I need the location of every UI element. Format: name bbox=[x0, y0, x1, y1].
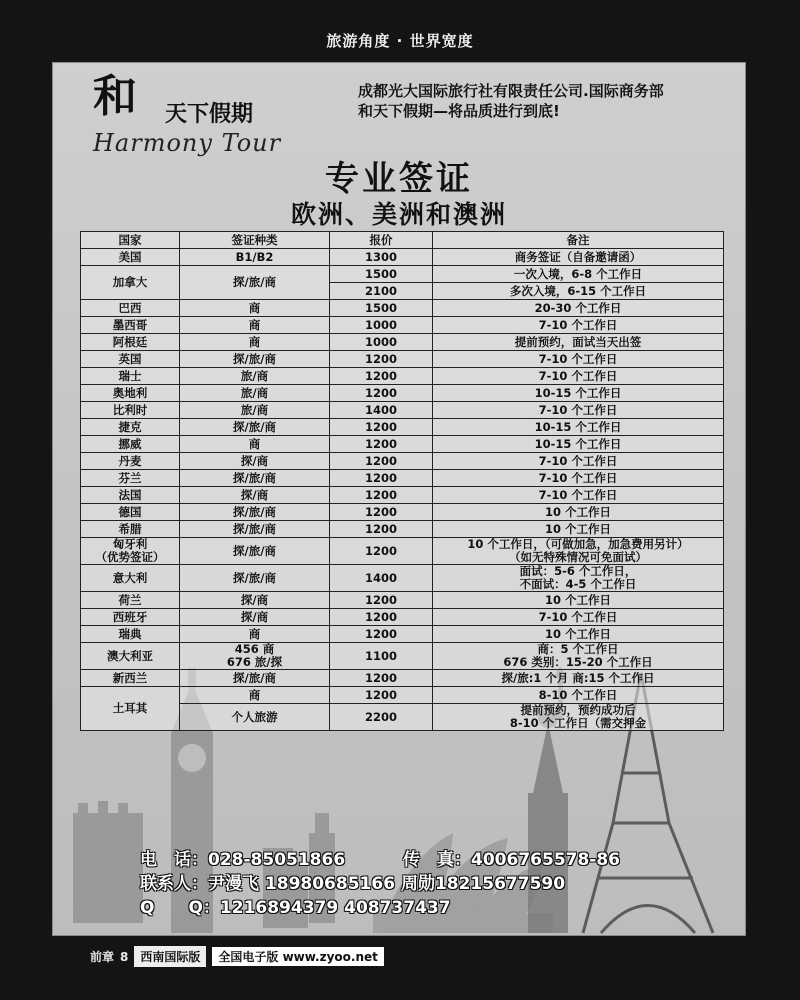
qq-numbers: 1216894379 408737437 bbox=[219, 898, 451, 918]
table-row bbox=[81, 351, 724, 368]
table-row bbox=[81, 504, 724, 521]
cell-type: 探/商 bbox=[180, 453, 330, 470]
cell-note bbox=[433, 643, 724, 670]
cell-note: 7-10 个工作日 bbox=[433, 317, 724, 334]
cell-type: 商 bbox=[180, 436, 330, 453]
phone-number: 028-85051866 bbox=[208, 850, 346, 870]
cell-note: 7-10 个工作日 bbox=[433, 487, 724, 504]
table-row bbox=[81, 643, 724, 670]
cell-country: 意大利 bbox=[81, 565, 180, 592]
fax-label: 传 真： bbox=[403, 850, 472, 870]
note-line: （如无特殊情况可免面试） bbox=[509, 550, 647, 564]
phone-label: 电 话： bbox=[140, 850, 208, 870]
cell-type: 探/旅/商 bbox=[180, 565, 330, 592]
cell-country: 奥地利 bbox=[81, 385, 180, 402]
header-tagline: 旅游角度 · 世界宽度 bbox=[326, 32, 474, 50]
cell-country: 法国 bbox=[81, 487, 180, 504]
brand-logo-mark: 和 bbox=[93, 71, 137, 122]
table-row bbox=[81, 687, 724, 704]
cell-type: 个人旅游 bbox=[180, 704, 330, 731]
cell-price: 1200 bbox=[330, 351, 433, 368]
table-row bbox=[81, 565, 724, 592]
cell-note: 7-10 个工作日 bbox=[433, 368, 724, 385]
note-line: 商：5 个工作日 bbox=[537, 642, 619, 656]
cell-type: 旅/商 bbox=[180, 402, 330, 419]
cell-country: 巴西 bbox=[81, 300, 180, 317]
table-row bbox=[81, 538, 724, 565]
cell-price: 1200 bbox=[330, 521, 433, 538]
cell-price: 1200 bbox=[330, 470, 433, 487]
page-title: 专业签证 bbox=[325, 159, 473, 199]
cell-type: 探/旅/商 bbox=[180, 266, 330, 300]
cell-type: 探/旅/商 bbox=[180, 419, 330, 436]
table-row bbox=[81, 592, 724, 609]
cell-price: 1400 bbox=[330, 565, 433, 592]
cell-price: 2100 bbox=[330, 283, 433, 300]
cell-note: 商务签证（自备邀请函） bbox=[433, 249, 724, 266]
footer-edition: 西南国际版 bbox=[134, 946, 206, 967]
cell-country: 土耳其 bbox=[81, 687, 180, 731]
cell-note bbox=[433, 704, 724, 731]
cell-note: 10-15 个工作日 bbox=[433, 436, 724, 453]
cell-note: 10 个工作日 bbox=[433, 521, 724, 538]
cell-price: 1500 bbox=[330, 266, 433, 283]
table-row bbox=[81, 609, 724, 626]
cell-note: 一次入境，6-8 个工作日 bbox=[433, 266, 724, 283]
table-row bbox=[81, 670, 724, 687]
cell-country: 荷兰 bbox=[81, 592, 180, 609]
cell-type: 探/旅/商 bbox=[180, 521, 330, 538]
note-line: 不面试：4-5 个工作日 bbox=[519, 577, 637, 591]
company-slogan: 和天下假期—将品质进行到底! bbox=[358, 102, 560, 120]
cell-country: 捷克 bbox=[81, 419, 180, 436]
column-header-price: 报价 bbox=[330, 232, 433, 249]
cell-type: 商 bbox=[180, 317, 330, 334]
cell-type: 旅/商 bbox=[180, 368, 330, 385]
cell-country: 英国 bbox=[81, 351, 180, 368]
note-line: 8-10 个工作日（需交押金 bbox=[509, 716, 647, 730]
table-row bbox=[81, 368, 724, 385]
cell-country: 阿根廷 bbox=[81, 334, 180, 351]
cell-country: 墨西哥 bbox=[81, 317, 180, 334]
cell-price: 1200 bbox=[330, 453, 433, 470]
contact-qq bbox=[140, 893, 451, 918]
cell-country: 希腊 bbox=[81, 521, 180, 538]
table-header-row bbox=[81, 232, 724, 249]
advert-panel bbox=[52, 62, 746, 936]
cell-country: 瑞士 bbox=[81, 368, 180, 385]
cell-note: 7-10 个工作日 bbox=[433, 470, 724, 487]
cell-country: 德国 bbox=[81, 504, 180, 521]
cell-type: 探/商 bbox=[180, 487, 330, 504]
cell-note: 7-10 个工作日 bbox=[433, 402, 724, 419]
cell-country: 西班牙 bbox=[81, 609, 180, 626]
cell-country: 芬兰 bbox=[81, 470, 180, 487]
visa-price-table bbox=[80, 231, 724, 731]
cell-country: 瑞典 bbox=[81, 626, 180, 643]
cell-note: 多次入境，6-15 个工作日 bbox=[433, 283, 724, 300]
cell-type: 探/旅/商 bbox=[180, 504, 330, 521]
column-header-visa-type: 签证种类 bbox=[180, 232, 330, 249]
cell-country: 比利时 bbox=[81, 402, 180, 419]
table-row bbox=[81, 385, 724, 402]
cell-type: 探/旅/商 bbox=[180, 470, 330, 487]
cell-type: 探/商 bbox=[180, 592, 330, 609]
table-row bbox=[81, 470, 724, 487]
table-row bbox=[81, 249, 724, 266]
company-name: 成都光大国际旅行社有限责任公司.国际商务部 bbox=[358, 82, 664, 100]
cell-country: 挪威 bbox=[81, 436, 180, 453]
person-label: 联系人： bbox=[140, 874, 208, 894]
cell-note: 7-10 个工作日 bbox=[433, 453, 724, 470]
cell-type: 探/旅/商 bbox=[180, 538, 330, 565]
cell-type: 探/商 bbox=[180, 609, 330, 626]
brand-logo-english: Harmony Tour bbox=[93, 129, 282, 157]
table-row bbox=[81, 317, 724, 334]
cell-country: 新西兰 bbox=[81, 670, 180, 687]
cell-price: 1200 bbox=[330, 538, 433, 565]
cell-price: 1200 bbox=[330, 419, 433, 436]
cell-type bbox=[180, 643, 330, 670]
cell-note: 7-10 个工作日 bbox=[433, 351, 724, 368]
cell-note: 8-10 个工作日 bbox=[433, 687, 724, 704]
table-row bbox=[81, 487, 724, 504]
cell-price: 1200 bbox=[330, 487, 433, 504]
cell-price: 1200 bbox=[330, 687, 433, 704]
fax-number: 4006765578-86 bbox=[471, 850, 621, 870]
table-row bbox=[81, 402, 724, 419]
cell-price: 1200 bbox=[330, 592, 433, 609]
column-header-note: 备注 bbox=[433, 232, 724, 249]
note-line: 10 个工作日，（可做加急，加急费用另计） bbox=[467, 537, 689, 551]
table-row bbox=[81, 521, 724, 538]
cell-price: 1400 bbox=[330, 402, 433, 419]
cell-price: 1200 bbox=[330, 368, 433, 385]
cell-note: 10 个工作日 bbox=[433, 504, 724, 521]
cell-price: 1200 bbox=[330, 626, 433, 643]
note-line: 面试：5-6 个工作日， bbox=[519, 564, 637, 578]
table-row bbox=[81, 300, 724, 317]
cell-price: 1000 bbox=[330, 317, 433, 334]
cell-note: 10 个工作日 bbox=[433, 626, 724, 643]
cell-price: 1200 bbox=[330, 670, 433, 687]
cell-price: 2200 bbox=[330, 704, 433, 731]
table-row bbox=[81, 453, 724, 470]
page-footer bbox=[90, 946, 384, 967]
footer-page-number: 8 bbox=[120, 949, 129, 964]
column-header-country: 国家 bbox=[81, 232, 180, 249]
footer-section: 前章 bbox=[90, 950, 115, 964]
type-line: 676 旅/探 bbox=[226, 655, 283, 669]
brand-logo-name: 天下假期 bbox=[165, 102, 254, 127]
table-row bbox=[81, 266, 724, 283]
note-line: 提前预约，预约成功后 bbox=[520, 703, 636, 717]
note-line: 676 类别：15-20 个工作日 bbox=[503, 655, 653, 669]
person-names: 尹漫飞 18980685166 周勋18215677590 bbox=[208, 874, 566, 894]
cell-price: 1300 bbox=[330, 249, 433, 266]
cell-country: 美国 bbox=[81, 249, 180, 266]
cell-country: 澳大利亚 bbox=[81, 643, 180, 670]
cell-type: 商 bbox=[180, 334, 330, 351]
cell-note: 10 个工作日 bbox=[433, 592, 724, 609]
cell-country bbox=[81, 538, 180, 565]
table-row bbox=[81, 419, 724, 436]
cell-country: 丹麦 bbox=[81, 453, 180, 470]
cell-type: 商 bbox=[180, 687, 330, 704]
contact-person bbox=[140, 869, 565, 894]
cell-note: 10-15 个工作日 bbox=[433, 419, 724, 436]
footer-website: 全国电子版 www.zyoo.net bbox=[212, 947, 384, 966]
cell-type: 商 bbox=[180, 626, 330, 643]
cell-price: 1200 bbox=[330, 609, 433, 626]
cell-type: 探/旅/商 bbox=[180, 351, 330, 368]
cell-type: 旅/商 bbox=[180, 385, 330, 402]
type-line: 456 商 bbox=[234, 642, 275, 656]
cell-note: 20-30 个工作日 bbox=[433, 300, 724, 317]
cell-type: 商 bbox=[180, 300, 330, 317]
cell-price: 1000 bbox=[330, 334, 433, 351]
page-subtitle: 欧洲、美洲和澳洲 bbox=[290, 200, 507, 229]
cell-country: 加拿大 bbox=[81, 266, 180, 300]
cell-type: B1/B2 bbox=[180, 249, 330, 266]
cell-note: 探/旅:1 个月 商:15 个工作日 bbox=[433, 670, 724, 687]
cell-price: 1100 bbox=[330, 643, 433, 670]
cell-note: 10-15 个工作日 bbox=[433, 385, 724, 402]
country-remark: （优势签证） bbox=[95, 550, 165, 564]
cell-note bbox=[433, 538, 724, 565]
cell-note: 7-10 个工作日 bbox=[433, 609, 724, 626]
cell-note: 提前预约，面试当天出签 bbox=[433, 334, 724, 351]
cell-price: 1200 bbox=[330, 504, 433, 521]
cell-note bbox=[433, 565, 724, 592]
cell-price: 1500 bbox=[330, 300, 433, 317]
qq-label: Q Q： bbox=[140, 898, 220, 918]
contact-phone-fax bbox=[140, 845, 620, 870]
table-row bbox=[81, 436, 724, 453]
table-row bbox=[81, 626, 724, 643]
cell-price: 1200 bbox=[330, 436, 433, 453]
cell-type: 探/旅/商 bbox=[180, 670, 330, 687]
table-row bbox=[81, 334, 724, 351]
country-name: 匈牙利 bbox=[112, 537, 148, 551]
cell-price: 1200 bbox=[330, 385, 433, 402]
